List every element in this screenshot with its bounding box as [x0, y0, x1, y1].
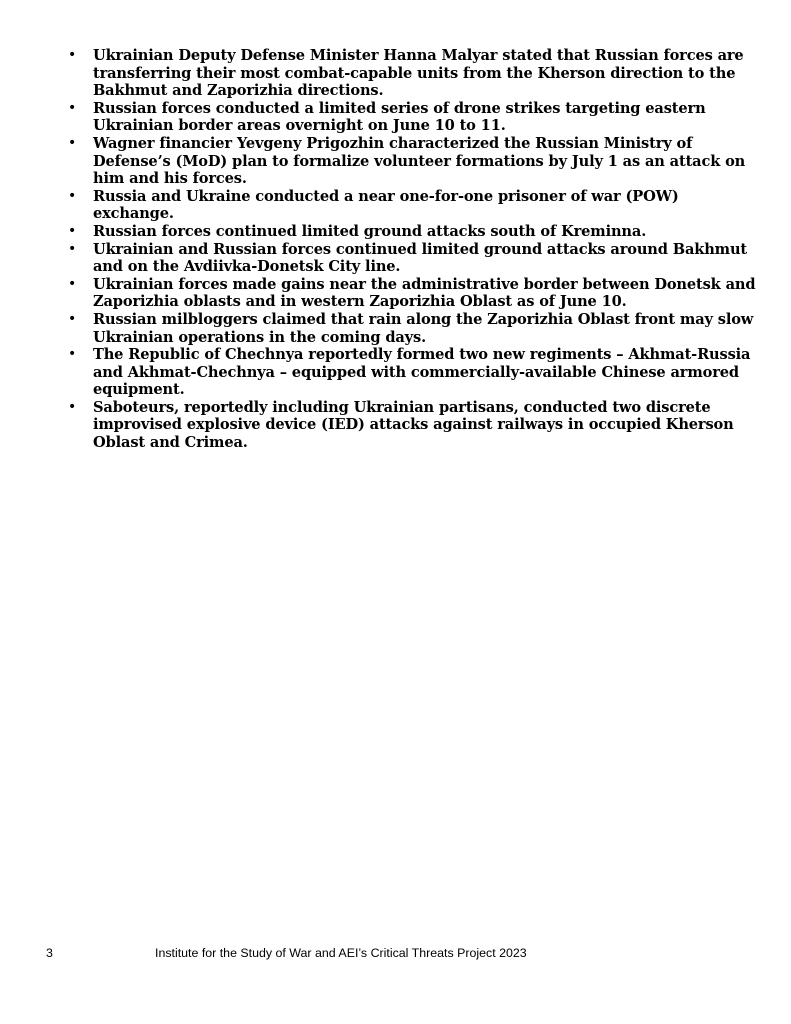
list-item [66, 223, 756, 241]
list-item-text: Ukrainian Deputy Defense Minister Hanna Malyar stated that Russian forces are transferring their most combat-capable units from the Kherson direction to the Bakhmut and Zaporizhia directions. [93, 47, 744, 100]
bullet-icon: • [68, 99, 77, 116]
page-footer [0, 944, 791, 962]
list-item-text: Ukrainian forces made gains near the administrative border between Donetsk and Zaporizhia oblasts and in western Zaporizhia Oblast as of June 10. [93, 275, 756, 311]
list-item-text: The Republic of Chechnya reportedly formed two new regiments – Akhmat-Russia and Akhmat-Chechnya – equipped with commercially-available Chinese armored equipment. [93, 346, 751, 399]
bullet-icon: • [68, 398, 77, 415]
bullet-icon: • [68, 240, 77, 257]
list-item-text: Saboteurs, reportedly including Ukrainian partisans, conducted two discrete improvised explosive device (IED) attacks against railways in occupied Kherson Oblast and Crimea. [93, 398, 734, 452]
list-item [66, 311, 756, 346]
list-item [66, 188, 756, 223]
list-item [66, 47, 756, 100]
key-takeaways-list [66, 47, 756, 452]
list-item [66, 399, 756, 452]
bullet-icon: • [68, 187, 77, 204]
list-item [66, 346, 756, 399]
list-item-text: Ukrainian and Russian forces continued limited ground attacks around Bakhmut and on the Avdiivka-Donetsk City line. [93, 240, 748, 276]
footer-text: Institute for the Study of War and AEI’s Critical Threats Project 2023 [155, 946, 527, 960]
list-item [66, 276, 756, 311]
list-item-text: Russian forces continued limited ground attacks south of Kreminna. [93, 222, 647, 240]
list-item-text: Russian forces conducted a limited series of drone strikes targeting eastern Ukrainian border areas overnight on June 10 to 11. [93, 99, 706, 135]
list-item-text: Russian milbloggers claimed that rain along the Zaporizhia Oblast front may slow Ukrainian operations in the coming days. [93, 310, 754, 346]
bullet-icon: • [68, 275, 77, 292]
bullet-icon: • [68, 134, 77, 151]
list-item [66, 241, 756, 276]
bullet-icon: • [68, 346, 77, 363]
bullet-icon: • [68, 222, 77, 239]
list-item-text: Russia and Ukraine conducted a near one-for-one prisoner of war (POW) exchange. [93, 187, 679, 223]
bullet-icon: • [68, 47, 77, 63]
bullet-icon: • [68, 310, 77, 327]
list-item [66, 100, 756, 135]
page-number: 3 [46, 946, 53, 960]
list-item-text: Wagner financier Yevgeny Prigozhin characterized the Russian Ministry of Defense’s (MoD) plan to formalize volunteer formations by July 1 as an attack on him and his forces. [93, 134, 746, 188]
list-item [66, 135, 756, 188]
